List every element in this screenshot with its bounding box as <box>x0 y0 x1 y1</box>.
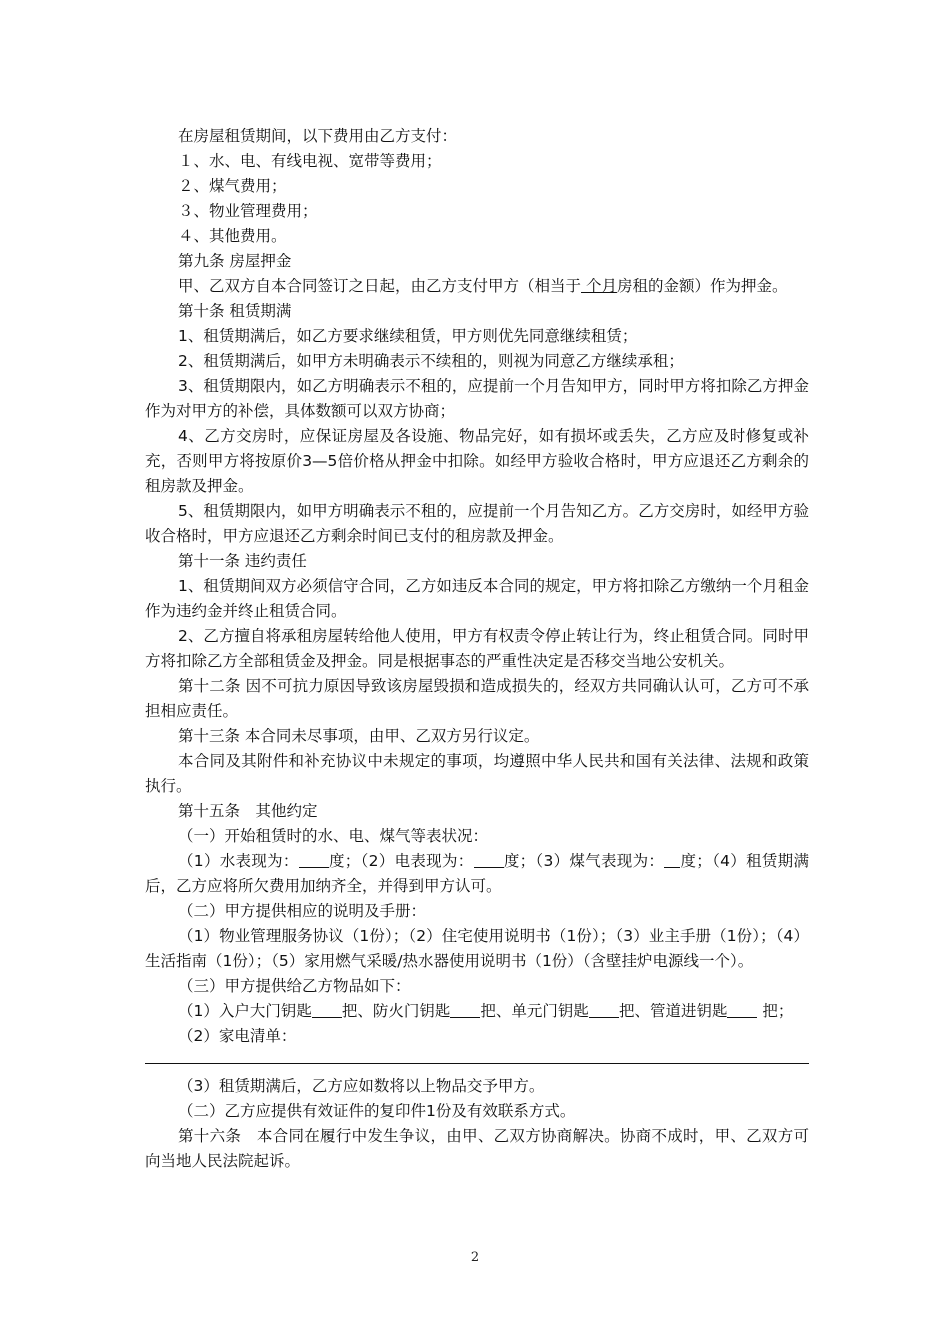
article11-item: 2、乙方擅自将承租房屋转给他人使用，甲方有权责令停止转让行为，终止租赁合同。同时甲方将扣除乙方全部租赁金及押金。同是根据事态的严重性决定是否移交当地公安机关。 <box>145 627 809 670</box>
article10-item: 3、租赁期限内，如乙方明确表示不租的，应提前一个月告知甲方，同时甲方将扣除乙方押金作为对甲方的补偿，具体数额可以双方协商； <box>145 377 809 420</box>
key-unit: 把、 <box>480 1002 512 1020</box>
meter-unit: 度； <box>503 852 536 870</box>
key-end: 把； <box>757 1002 794 1020</box>
meter-readings <box>145 849 809 899</box>
fee-item: ４、其他费用。 <box>178 227 287 245</box>
manuals-subtitle: （二）甲方提供相应的说明及手册： <box>178 902 427 920</box>
fees-intro: 在房屋租赁期间，以下费用由乙方支付： <box>178 127 458 145</box>
key-unit: 把、 <box>618 1002 650 1020</box>
fee-item: １、水、电、有线电视、宽带等费用； <box>178 152 442 170</box>
electric-meter-label: （2）电表现为： <box>360 852 474 870</box>
article10-item: 1、租赁期满后，如乙方要求继续租赁，甲方则优先同意继续租赁； <box>178 327 638 345</box>
deposit-months-blank: 个月 <box>581 277 617 295</box>
entry-door-key-blank <box>312 999 342 1018</box>
unit-door-key-label: 单元门钥匙 <box>511 1002 589 1020</box>
appliances-label: （2）家电清单： <box>178 1027 297 1045</box>
article12: 第十二条 因不可抗力原因导致该房屋毁损和造成损失的，经双方共同确认认可，乙方可不承担相应责任。 <box>145 677 809 720</box>
gas-meter-label: （3）煤气表现为： <box>535 852 665 870</box>
meter-end: （4）租赁期满后，乙方应将所欠费用加纳齐全，并得到甲方认可。 <box>145 852 809 895</box>
meter-unit: 度； <box>680 852 712 870</box>
article10-title: 第十条 租赁期满 <box>178 302 292 320</box>
contract-body <box>145 124 809 1174</box>
key-unit: 把、 <box>341 1002 373 1020</box>
fire-door-key-blank <box>450 999 480 1018</box>
unit-door-key-blank <box>589 999 619 1018</box>
law-clause: 本合同及其附件和补充协议中未规定的事项，均遵照中华人民共和国有关法律、法规和政策执行。 <box>145 752 809 795</box>
article10-item: 5、租赁期限内，如甲方明确表示不租的，应提前一个月告知乙方。乙方交房时，如经甲方验收合格时，甲方应退还乙方剩余时间已支付的租房款及押金。 <box>145 502 809 545</box>
items-subtitle: （三）甲方提供给乙方物品如下： <box>178 977 411 995</box>
water-meter-label: （1）水表现为： <box>178 852 299 870</box>
pipe-key-label: 管道进钥匙 <box>649 1002 728 1020</box>
article9-text-after: 房租的金额）作为押金。 <box>616 277 788 295</box>
article13: 第十三条 本合同未尽事项，由甲、乙双方另行议定。 <box>178 727 540 745</box>
article16: 第十六条 本合同在履行中发生争议，由甲、乙双方协商解决。协商不成时，甲、乙双方可向当地人民法院起诉。 <box>145 1127 809 1170</box>
article9-title: 第九条 房屋押金 <box>178 252 292 270</box>
fee-item: ３、物业管理费用； <box>178 202 318 220</box>
return-items: （3）租赁期满后，乙方应如数将以上物品交予甲方。 <box>178 1077 545 1095</box>
appliance-list-line <box>145 1063 809 1064</box>
article11-item: 1、租赁期间双方必须信守合同，乙方如违反本合同的规定，甲方将扣除乙方缴纳一个月租金作为违约金并终止租赁合同。 <box>145 577 809 620</box>
documents-clause: （二）乙方应提供有效证件的复印件1份及有效联系方式。 <box>178 1102 576 1120</box>
manuals-list: （1）物业管理服务协议（1份）；（2）住宅使用说明书（1份）；（3）业主手册（1份）；（4）生活指南（1份）；（5）家用燃气采暖/热水器使用说明书（1份）（含壁挂炉电源线一个）。 <box>145 927 809 970</box>
article15-title: 第十五条 其他约定 <box>178 802 318 820</box>
entry-door-key-label: （1）入户大门钥匙 <box>178 1002 312 1020</box>
pipe-key-blank <box>727 999 757 1018</box>
water-meter-blank <box>299 849 329 868</box>
article9-text-before: 甲、乙双方自本合同签订之日起，由乙方支付甲方（相当于 <box>178 277 582 295</box>
article9-text <box>145 274 809 299</box>
gas-meter-blank <box>664 849 680 868</box>
electric-meter-blank <box>474 849 504 868</box>
article10-item: 4、乙方交房时，应保证房屋及各设施、物品完好，如有损坏或丢失，乙方应及时修复或补充，否则甲方将按原价3—5倍价格从押金中扣除。如经甲方验收合格时，甲方应退还乙方剩余的租房款及押金。 <box>145 427 809 495</box>
keys-list <box>145 999 809 1024</box>
meter-unit: 度； <box>328 852 361 870</box>
fee-item: ２、煤气费用； <box>178 177 287 195</box>
article10-item: 2、租赁期满后，如甲方未明确表示不续租的，则视为同意乙方继续承租； <box>178 352 684 370</box>
article11-title: 第十一条 违约责任 <box>178 552 307 570</box>
page-number: 2 <box>470 1250 480 1265</box>
meter-subtitle: （一）开始租赁时的水、电、煤气等表状况： <box>178 827 489 845</box>
fire-door-key-label: 防火门钥匙 <box>372 1002 451 1020</box>
